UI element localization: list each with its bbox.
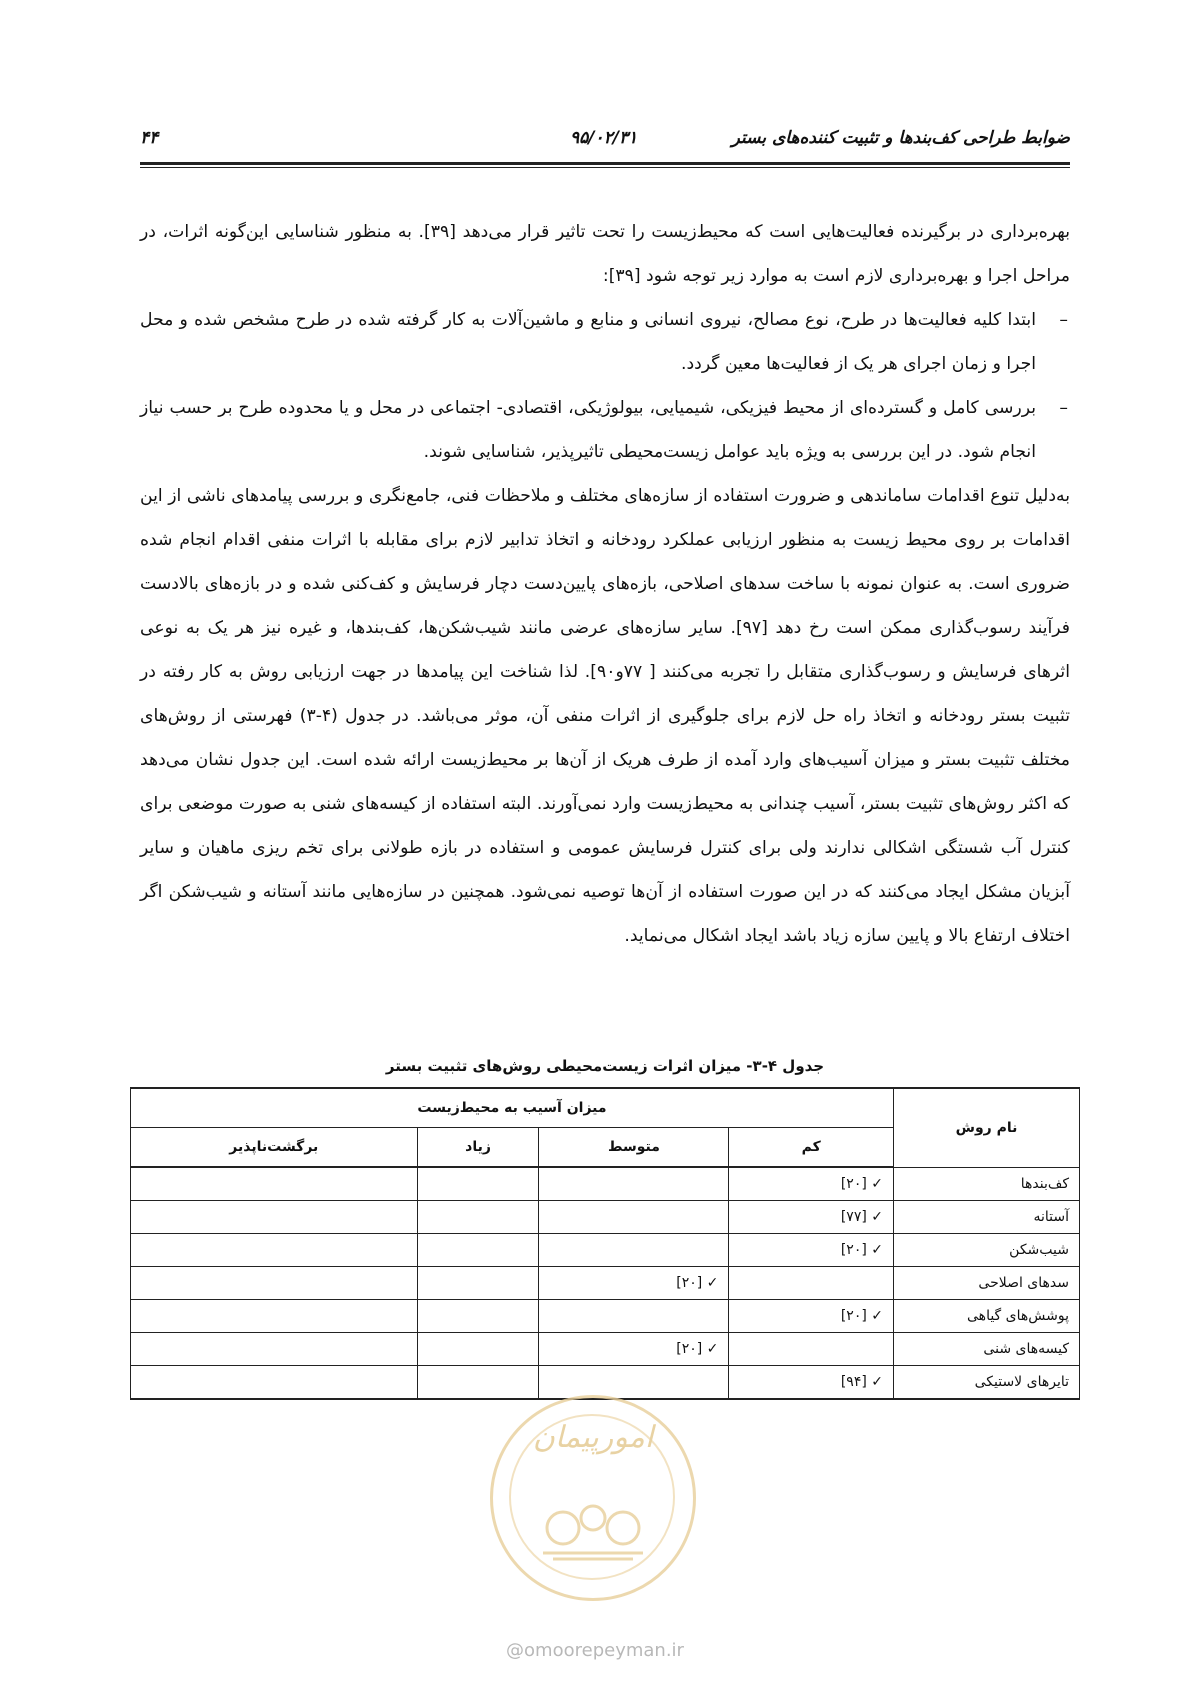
impact-high xyxy=(417,1366,539,1400)
impact-irreversible xyxy=(131,1167,418,1201)
table-row xyxy=(131,1366,1080,1400)
environmental-impact-table xyxy=(130,1087,1080,1400)
intro-paragraph: بهره‌برداری در برگیرنده فعالیت‌هایی است که محیط‌زیست را تحت تاثیر قرار می‌دهد [۳۹]. به منظور شناسایی این‌گونه اثرات، در مراحل اجرا و بهره‌برداری لازم است به موارد زیر توجه شود [۳۹]: xyxy=(140,222,1070,286)
table-row xyxy=(131,1267,1080,1300)
main-paragraph: به‌دلیل تنوع اقدامات ساماندهی و ضرورت استفاده از سازه‌های مختلف و ملاحظات فنی، جامع‌نگری و بررسی پیامدهای ناشی از این اقدامات بر روی محیط زیست به منظور ارزیابی عملکرد رودخانه و اتخاذ تدابیر لازم برای مقابله با اثرات منفی اقدام انجام شده ضروری است. به عنوان نمونه با ساخت سدهای اصلاحی، بازه‌های پایین‌دست دچار فرسایش و کف‌کنی شده و در بازه‌های بالادست فرآیند رسوب‌گذاری ممکن است رخ دهد [۹۷]. سایر سازه‌های عرضی مانند شیب‌شکن‌ها، کف‌بندها، و غیره نیز هر یک به نوعی اثرهای فرسایش و رسوب‌گذاری متقابل را تجربه می‌کنند [ ۷۷و۹۰]. لذا شناخت این پیامدها در جهت ارزیابی روش به کار رفته در تثبیت بستر رودخانه و اتخاذ راه حل لازم برای جلوگیری از اثرات منفی آن، موثر می‌باشد. در جدول (۴-۳) فهرستی از روش‌های مختلف تثبیت بستر و میزان آسیب‌های وارد آمده از طرف هریک از آن‌ها بر محیط‌زیست ارائه شده است. این جدول نشان می‌دهد که اکثر روش‌های تثبیت بستر، آسیب چندانی به محیط‌زیست وارد نمی‌آورند. البته استفاده از کیسه‌های شنی به صورت موضعی برای کنترل آب شستگی اشکالی ندارند ولی برای کنترل فرسایش عمومی و استفاده در بازه طولانی برای تخم ریزی ماهیان و سایر آبزیان مشکل ایجاد می‌کنند که در این صورت استفاده از آن‌ها توصیه نمی‌شود. همچنین در سازه‌هایی مانند آستانه و شیب‌شکن اگر اختلاف ارتفاع بالا و پایین سازه زیاد باشد ایجاد اشکال می‌نماید. xyxy=(140,486,1070,946)
body-text xyxy=(140,210,1070,958)
bullet-item xyxy=(140,298,1070,386)
impact-low: ✓ [۲۰] xyxy=(729,1234,894,1267)
impact-irreversible xyxy=(131,1234,418,1267)
impact-medium: ✓ [۲۰] xyxy=(539,1267,729,1300)
impact-medium xyxy=(539,1234,729,1267)
stamp-text: امورپیمان xyxy=(532,1420,654,1455)
impact-high xyxy=(417,1300,539,1333)
impact-high xyxy=(417,1201,539,1234)
table-row xyxy=(131,1300,1080,1333)
column-header-medium: متوسط xyxy=(539,1128,729,1168)
impact-medium xyxy=(539,1167,729,1201)
column-header-low: کم xyxy=(729,1128,894,1168)
method-name: سدهای اصلاحی xyxy=(894,1267,1080,1300)
table-row xyxy=(131,1234,1080,1267)
bullet-text: بررسی کامل و گسترده‌ای از محیط فیزیکی، شیمیایی، بیولوژیکی، اقتصادی- اجتماعی در محل و یا محدوده طرح بر حسب نیاز انجام شود. در این بررسی به ویژه باید عوامل زیست‌محیطی تاثیرپذیر، شناسایی شوند. xyxy=(140,398,1036,462)
impact-medium xyxy=(539,1300,729,1333)
impact-high xyxy=(417,1333,539,1366)
column-header-method: نام روش xyxy=(894,1088,1080,1167)
method-name: شیب‌شکن xyxy=(894,1234,1080,1267)
method-name: کیسه‌های شنی xyxy=(894,1333,1080,1366)
method-name: تایرهای لاستیکی xyxy=(894,1366,1080,1400)
page-header xyxy=(140,128,1070,154)
impact-high xyxy=(417,1267,539,1300)
column-header-irreversible: برگشت‌ناپذیر xyxy=(131,1128,418,1168)
impact-high xyxy=(417,1234,539,1267)
gear-icon xyxy=(533,1493,653,1563)
watermark: @omoorepeyman.ir xyxy=(506,1640,684,1661)
impact-low xyxy=(729,1267,894,1300)
impact-medium xyxy=(539,1201,729,1234)
method-name: کف‌بندها xyxy=(894,1167,1080,1201)
impact-low: ✓ [۲۰] xyxy=(729,1300,894,1333)
group-header-damage: میزان آسیب به محیط‌زیست xyxy=(131,1088,894,1128)
table-row xyxy=(131,1201,1080,1234)
impact-low: ✓ [۷۷] xyxy=(729,1201,894,1234)
impact-irreversible xyxy=(131,1201,418,1234)
table-row xyxy=(131,1333,1080,1366)
bullet-item xyxy=(140,386,1070,474)
table-caption: جدول ۴-۳- میزان اثرات زیست‌محیطی روش‌های تثبیت بستر xyxy=(385,1057,825,1075)
stamp-logo xyxy=(490,1395,696,1601)
impact-irreversible xyxy=(131,1300,418,1333)
impact-low: ✓ [۹۴] xyxy=(729,1366,894,1400)
dash-icon: – xyxy=(1059,398,1068,418)
table-row xyxy=(131,1167,1080,1201)
impact-high xyxy=(417,1167,539,1201)
dash-icon: – xyxy=(1059,310,1068,330)
method-name: آستانه xyxy=(894,1201,1080,1234)
impact-irreversible xyxy=(131,1366,418,1400)
column-header-high: زیاد xyxy=(417,1128,539,1168)
impact-medium: ✓ [۲۰] xyxy=(539,1333,729,1366)
impact-low xyxy=(729,1333,894,1366)
page-number: ۴۴ xyxy=(140,128,159,148)
impact-medium xyxy=(539,1366,729,1400)
header-rule xyxy=(140,162,1070,168)
impact-irreversible xyxy=(131,1267,418,1300)
impact-irreversible xyxy=(131,1333,418,1366)
method-name: پوشش‌های گیاهی xyxy=(894,1300,1080,1333)
header-date: ۹۵/۰۲/۳۱ xyxy=(570,128,638,148)
bullet-text: ابتدا کلیه فعالیت‌ها در طرح، نوع مصالح، نیروی انسانی و منابع و ماشین‌آلات به کار گرفته شده در طرح مشخص شده و محل اجرا و زمان اجرای هر یک از فعالیت‌ها معین گردد. xyxy=(140,310,1036,374)
impact-low: ✓ [۲۰] xyxy=(729,1167,894,1201)
header-title: ضوابط طراحی کف‌بندها و تثبیت کننده‌های بستر xyxy=(731,128,1070,148)
